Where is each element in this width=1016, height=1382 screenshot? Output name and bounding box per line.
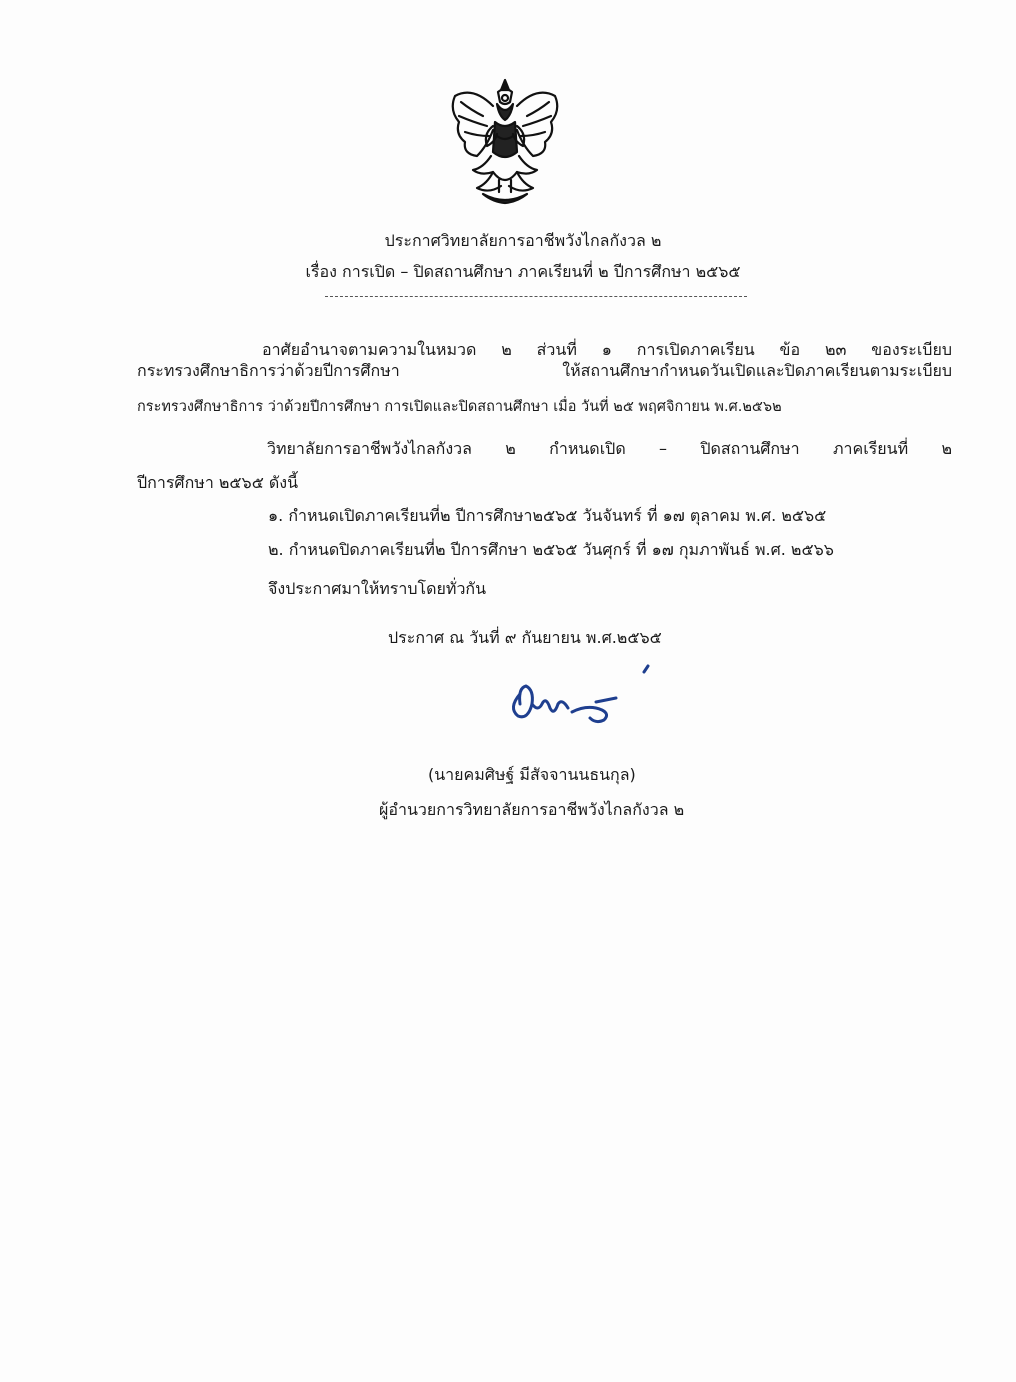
closing-statement: จึงประกาศมาให้ทราบโดยทั่วกัน [268,579,487,598]
signature-mark [498,664,668,734]
divider [325,296,747,297]
paragraph-1-line-1: อาศัยอำนาจตามความในหมวด ๒ ส่วนที่ ๑ การเปิดภาคเรียน ข้อ ๒๓ ของระเบียบ [262,340,952,359]
paragraph-2-line-2: ปีการศึกษา ๒๕๖๕ ดังนี้ [137,473,299,492]
signatory-position: ผู้อำนวยการวิทยาลัยการอาชีพวังไกลกังวล ๒ [379,800,685,819]
announcement-subject: เรื่อง การเปิด – ปิดสถานศึกษา ภาคเรียนที่ ๒ ปีการศึกษา ๒๕๖๕ [305,262,741,281]
paragraph-2-line-1: วิทยาลัยการอาชีพวังไกลกังวล ๒ กำหนดเปิด – ปิดสถานศึกษา ภาคเรียนที่ ๒ [267,439,952,458]
paragraph-1-line-3: กระทรวงศึกษาธิการ ว่าด้วยปีการศึกษา การเปิดและปิดสถานศึกษา เมื่อ วันที่ ๒๕ พฤศจิกายน พ.ศ.๒๕๖๒ [137,399,782,415]
announcement-date: ประกาศ ณ วันที่ ๙ กันยายน พ.ศ.๒๕๖๕ [388,628,662,647]
schedule-item-open: ๑. กำหนดเปิดภาคเรียนที่๒ ปีการศึกษา๒๕๖๕ วันจันทร์ ที่ ๑๗ ตุลาคม พ.ศ. ๒๕๖๕ [268,506,827,525]
signatory-name: (นายคมศิษฐ์ มีสัจจานนธนกุล) [428,765,636,784]
garuda-emblem-icon [443,76,567,206]
announcement-title: ประกาศวิทยาลัยการอาชีพวังไกลกังวล ๒ [384,231,662,250]
schedule-item-close: ๒. กำหนดปิดภาคเรียนที่๒ ปีการศึกษา ๒๕๖๕ วันศุกร์ ที่ ๑๗ กุมภาพันธ์ พ.ศ. ๒๕๖๖ [268,540,834,559]
paragraph-1-line-2: กระทรวงศึกษาธิการว่าด้วยปีการศึกษา ให้สถานศึกษากำหนดวันเปิดและปิดภาคเรียนตามระเบียบ [137,361,952,380]
